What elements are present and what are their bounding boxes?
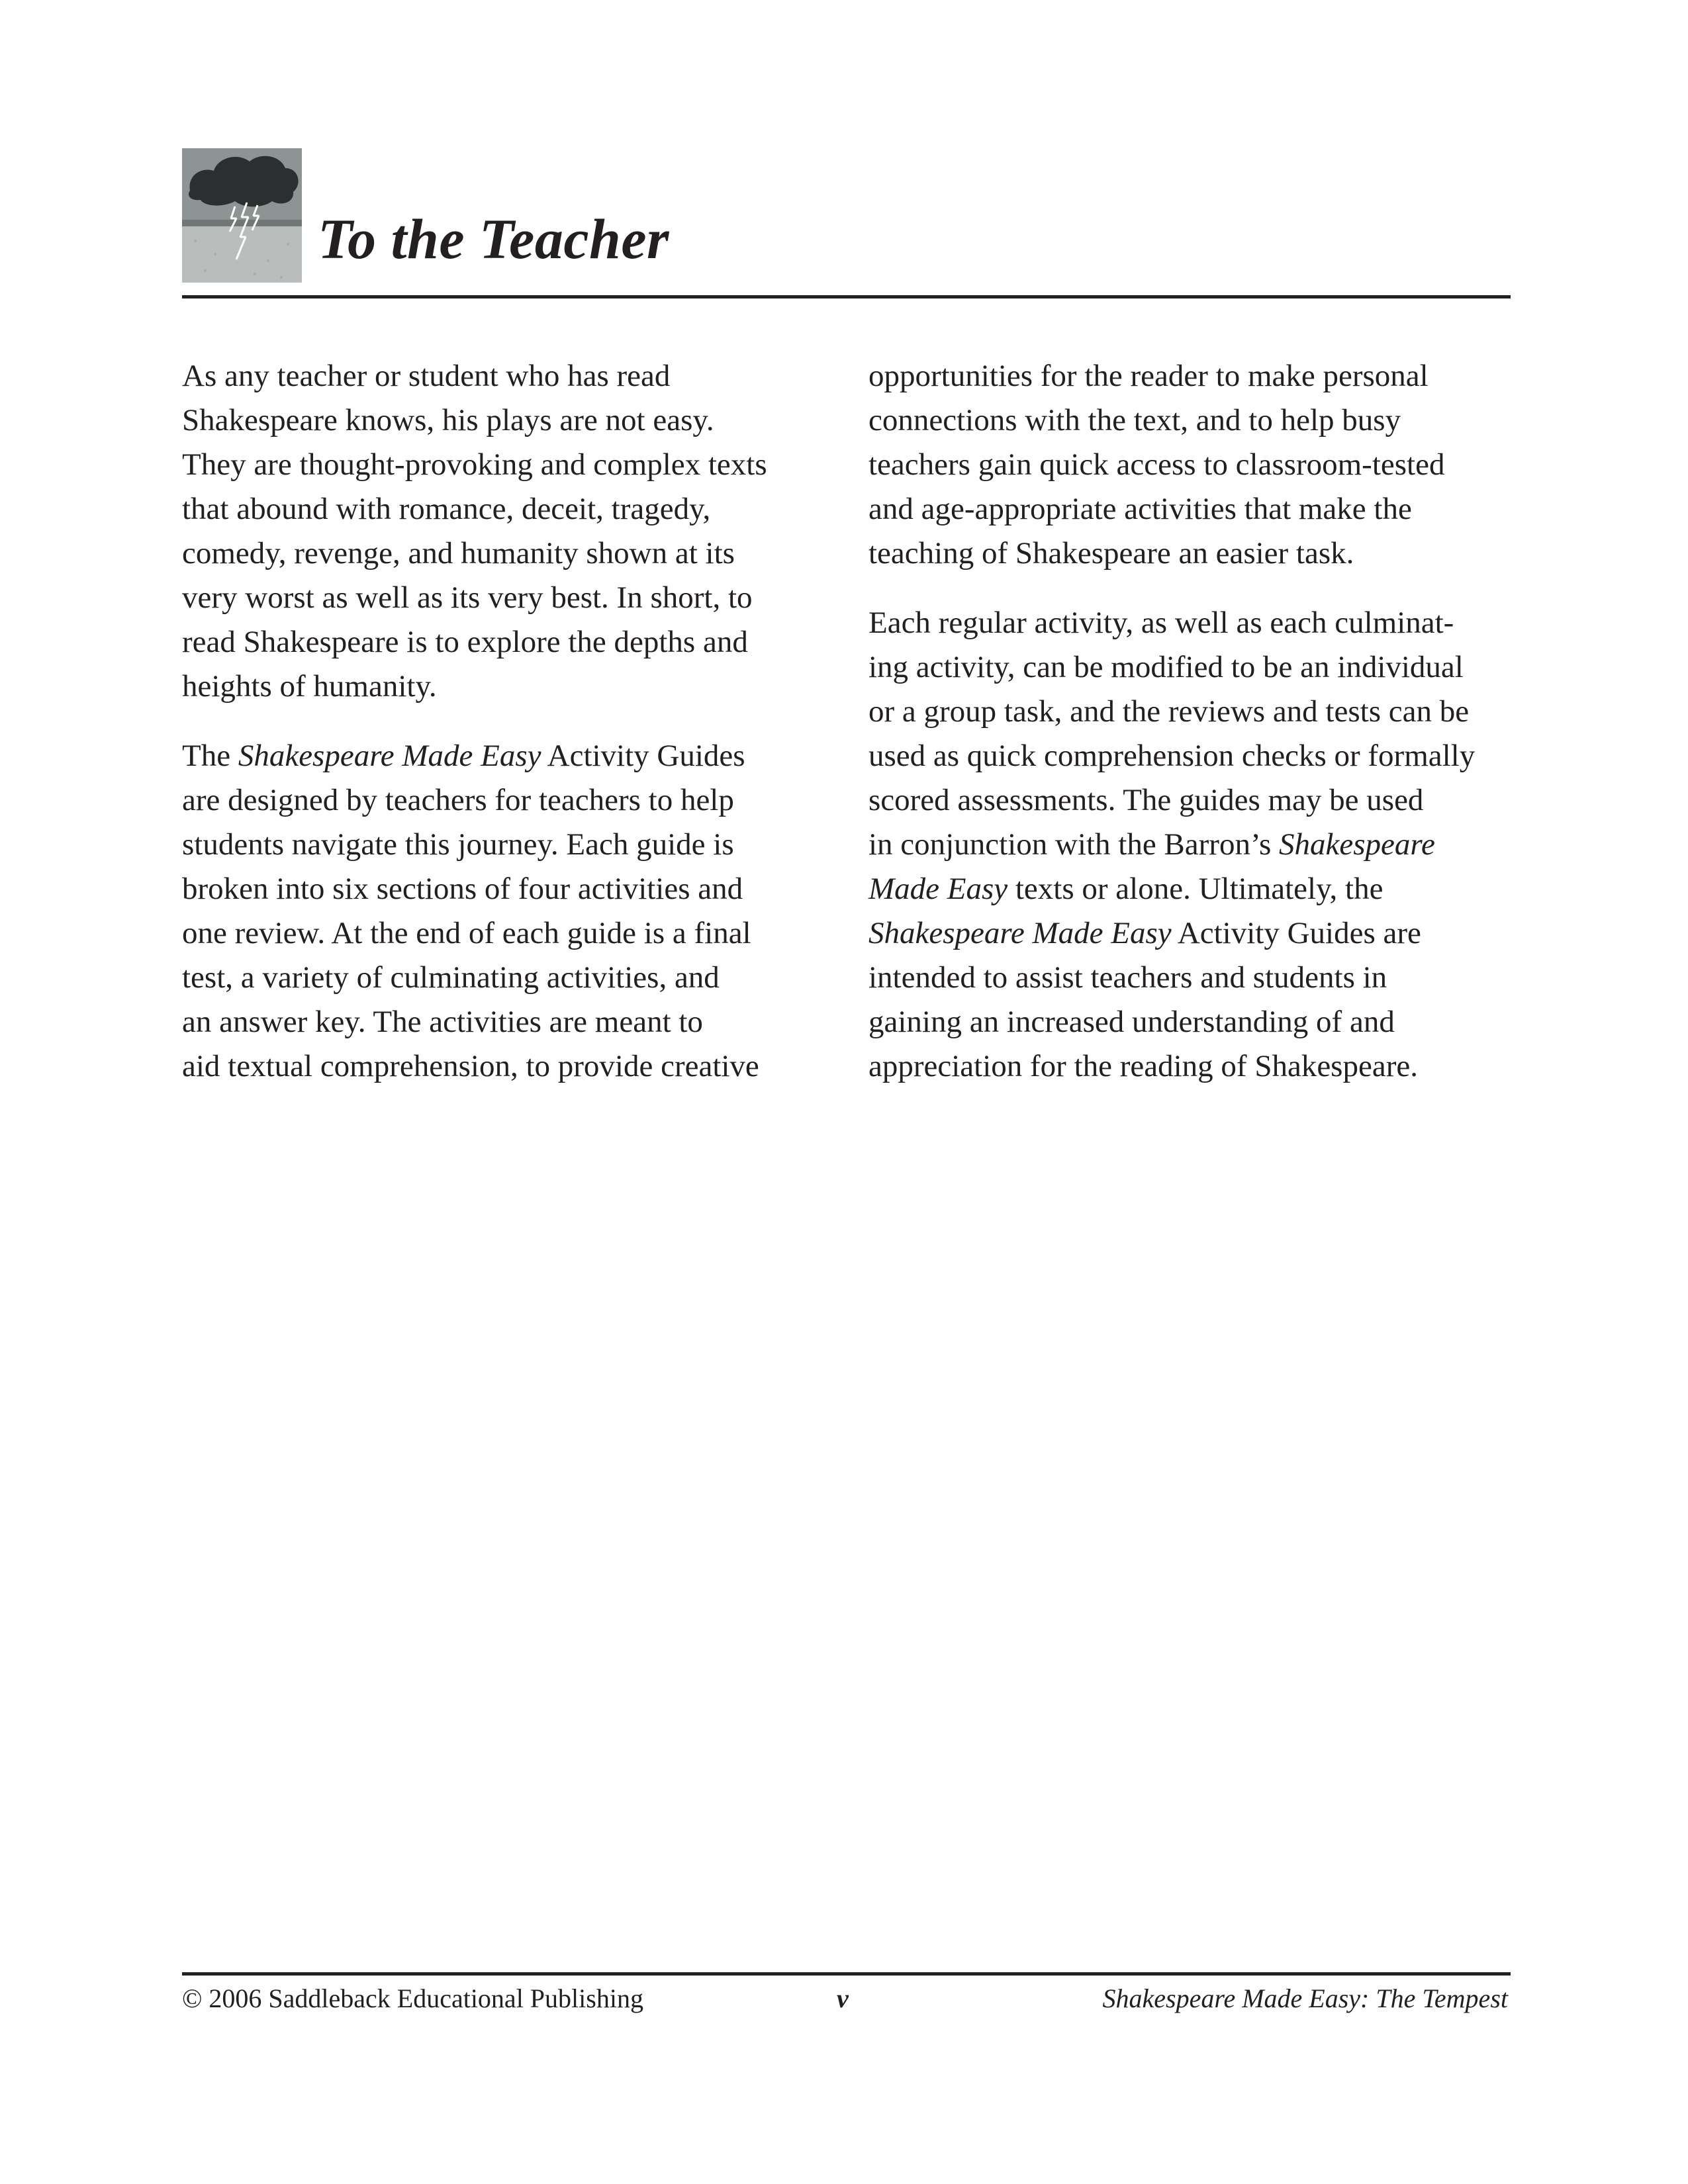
text-line: ing activity, can be modified to be an individual (868, 650, 1464, 684)
left-column (182, 354, 818, 1114)
text-line: teachers gain quick access to classroom-tested (868, 447, 1445, 482)
book-title-italic: Shakespeare (1279, 827, 1435, 862)
footer-page-number: v (837, 1983, 849, 2013)
footer-book-title (1103, 1983, 1508, 2015)
text-line: scored assessments. The guides may be used (868, 783, 1424, 817)
text-line: very worst as well as its very best. In short, to (182, 580, 753, 615)
text-line: students navigate this journey. Each guide is (182, 827, 734, 862)
paragraph-continued (868, 354, 1504, 576)
text-line: opportunities for the reader to make personal (868, 359, 1429, 393)
text-line: intended to assist teachers and students in (868, 960, 1387, 995)
page-title: To the Teacher (318, 207, 669, 271)
text-run: texts or alone. Ultimately, the (1008, 872, 1383, 906)
text-run: Activity Guides are (1171, 916, 1421, 950)
text-line: connections with the text, and to help busy (868, 403, 1401, 437)
text-line: read Shakespeare is to explore the depths and (182, 625, 748, 659)
header-rule (182, 295, 1511, 298)
text-line: test, a variety of culminating activities, and (182, 960, 720, 995)
text-line: an answer key. The activities are meant to (182, 1005, 703, 1039)
text-line: They are thought-provoking and complex texts (182, 447, 767, 482)
text-line: that abound with romance, deceit, tragedy, (182, 492, 711, 526)
text-line: or a group task, and the reviews and tests can be (868, 694, 1470, 729)
text-line: and age-appropriate activities that make the (868, 492, 1412, 526)
paragraph-activities (868, 601, 1504, 1089)
text-line (182, 734, 818, 778)
text-line: comedy, revenge, and humanity shown at its (182, 536, 735, 570)
book-title-italic: Shakespeare Made Easy (238, 739, 541, 773)
book-title-italic: Made Easy (868, 872, 1008, 906)
footer-copyright: © 2006 Saddleback Educational Publishing (182, 1983, 643, 2013)
text-line: teaching of Shakespeare an easier task. (868, 536, 1354, 570)
text-line: aid textual comprehension, to provide creative (182, 1049, 759, 1083)
text-run: Activity Guides (541, 739, 745, 773)
text-line: appreciation for the reading of Shakespeare. (868, 1049, 1418, 1083)
text-line: Shakespeare knows, his plays are not easy. (182, 403, 714, 437)
footer-rule (182, 1972, 1511, 1976)
text-line (868, 911, 1504, 956)
storm-cloud-lightning-icon (182, 148, 302, 283)
paragraph-guides (182, 734, 818, 1089)
text-line: one review. At the end of each guide is a final (182, 916, 751, 950)
book-title-italic: Shakespeare Made Easy (868, 916, 1172, 950)
text-run: The (182, 739, 238, 773)
text-line: heights of humanity. (182, 669, 437, 704)
text-line: Each regular activity, as well as each culminat- (868, 606, 1454, 640)
text-line (868, 823, 1504, 867)
text-line: are designed by teachers for teachers to help (182, 783, 734, 817)
text-line: gaining an increased understanding of and (868, 1005, 1395, 1039)
text-line: used as quick comprehension checks or formally (868, 739, 1476, 773)
right-column (868, 354, 1504, 1114)
text-line: As any teacher or student who has read (182, 359, 671, 393)
paragraph-intro (182, 354, 818, 709)
text-line: broken into six sections of four activities and (182, 872, 743, 906)
text-run: in conjunction with the Barron’s (868, 827, 1280, 862)
text-line (868, 867, 1504, 911)
footer-book-title-prefix: Shakespeare Made Easy: (1102, 1983, 1376, 2013)
footer-book-title-name: The Tempest (1376, 1983, 1508, 2013)
